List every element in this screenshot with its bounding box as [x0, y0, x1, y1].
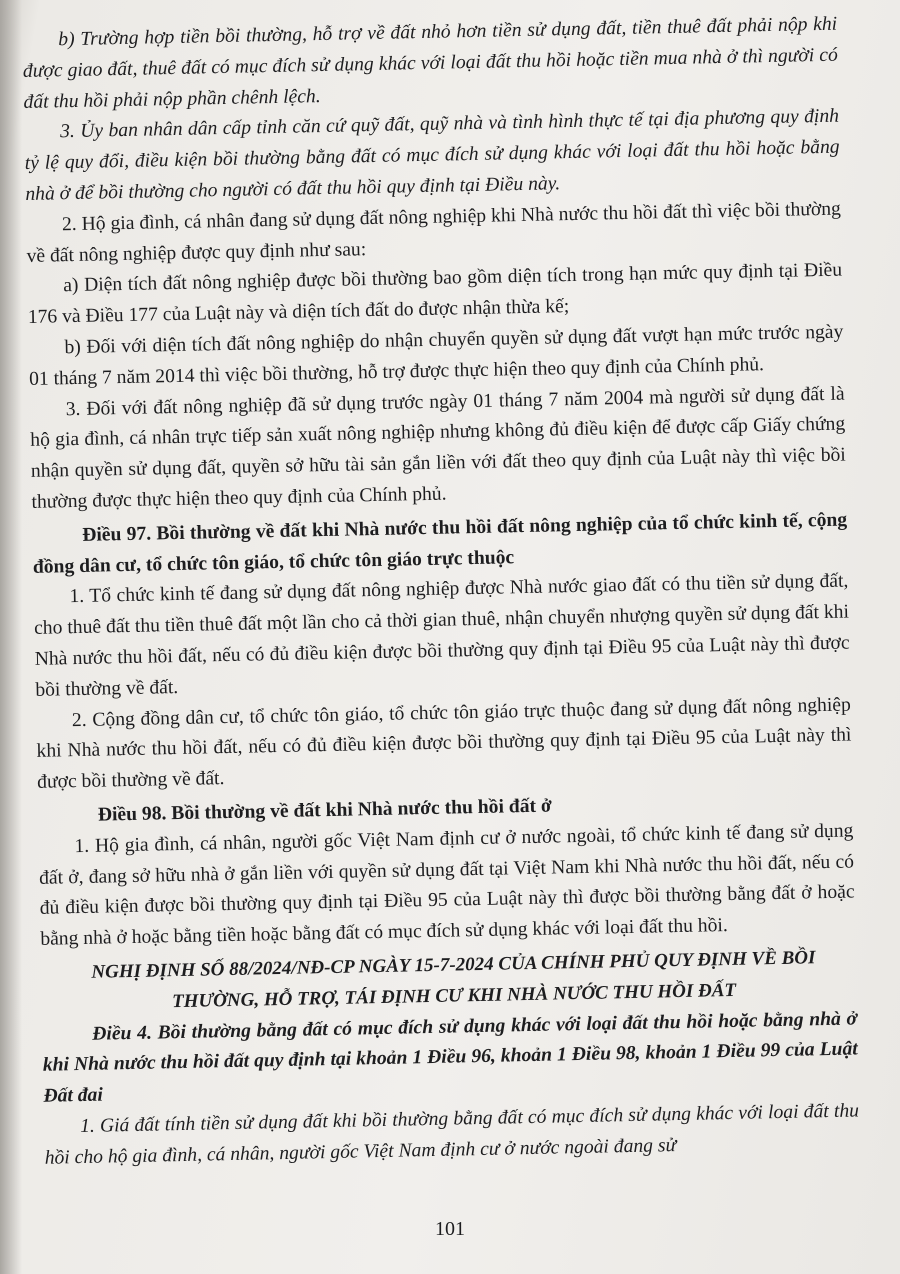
- page-body: [22, 10, 860, 1175]
- paragraph-3-provincial-ratio: 3. Ủy ban nhân dân cấp tỉnh căn cứ quỹ đất, quỹ nhà và tình hình thực tế tại địa phương quy định tỷ lệ quy đổi, điều kiện bồi thường bằng đất có mục đích sử dụng khác với loại đất thu hồi hoặc bằng nhà ở để bồi thường cho người có đất thu hồi quy định tại Điều này.: [24, 106, 840, 205]
- article-97-clause-2: 2. Cộng đồng dân cư, tổ chức tôn giáo, tổ chức tôn giáo trực thuộc đang sử dụng đất nông nghiệp khi Nhà nước thu hồi đất, nếu có đủ điều kiện được bồi thường quy định tại Điều 95 của Luật này thì được bồi thường về đất.: [36, 694, 852, 793]
- article-98-clause-1: 1. Hộ gia đình, cá nhân, người gốc Việt Nam định cư ở nước ngoài, tổ chức kinh tế đang sử dụng đất ở, đang sở hữu nhà ở gắn liền với quyền sử dụng đất tại Việt Nam khi Nhà nước thu hồi đất, nếu có đủ điều kiện được bồi thường quy định tại Điều 95 của Luật này thì được bồi thường bằng đất ở hoặc bằng nhà ở hoặc bằng tiền hoặc bằng đất có mục đích sử dụng khác với loại đất thu hồi.: [38, 820, 855, 950]
- decree-article-4-heading: Điều 4. Bồi thường bằng đất có mục đích sử dụng khác với loại đất thu hồi hoặc bằng nhà ở khi Nhà nước thu hồi đất quy định tại khoản 1 Điều 96, khoản 1 Điều 98, khoản 1 Điều 99 của Luật Đất đai: [42, 1007, 858, 1107]
- decree-title: NGHỊ ĐỊNH SỐ 88/2024/NĐ-CP NGÀY 15-7-2024 CỦA CHÍNH PHỦ QUY ĐỊNH VỀ BỒI THƯỜNG, HỖ TRỢ, TÁI ĐỊNH CƯ KHI NHÀ NƯỚC THU HỒI ĐẤT: [91, 947, 816, 1012]
- binding-shadow: [0, 0, 22, 1274]
- paragraph-b-compensation-difference: b) Trường hợp tiền bồi thường, hỗ trợ về đất nhỏ hơn tiền sử dụng đất, tiền thuê đất phải nộp khi được giao đất, thuê đất có mục đích sử dụng khác với loại đất thu hồi hoặc tiền mua nhà ở thì người có đất thu hồi phải nộp phần chênh lệch.: [22, 13, 838, 113]
- paragraph-b-exceed-quota: b) Đối với diện tích đất nông nghiệp do nhận chuyển quyền sử dụng đất vượt hạn mức trước ngày 01 tháng 7 năm 2014 thì việc bồi thường, hỗ trợ được thực hiện theo quy định của Chính phủ.: [28, 321, 844, 390]
- article-97-heading: Điều 97. Bồi thường về đất khi Nhà nước thu hồi đất nông nghiệp của tổ chức kinh tế, cộng đồng dân cư, tổ chức tôn giáo, tổ chức tôn giáo trực thuộc: [32, 509, 848, 578]
- decree-article-4-clause-1: 1. Giá đất tính tiền sử dụng đất khi bồi thường bằng đất có mục đích sử dụng khác với loại đất thu hồi cho hộ gia đình, cá nhân, người gốc Việt Nam định cư ở nước ngoài đang sử: [44, 1100, 860, 1169]
- paragraph-a-area: a) Diện tích đất nông nghiệp được bồi thường bao gồm diện tích trong hạn mức quy định tại Điều 176 và Điều 177 của Luật này và diện tích đất do được nhận thừa kế;: [27, 259, 843, 329]
- paragraph-3-before-2004: 3. Đối với đất nông nghiệp đã sử dụng trước ngày 01 tháng 7 năm 2004 mà người sử dụng đất là hộ gia đình, cá nhân trực tiếp sản xuất nông nghiệp nhưng không đủ điều kiện để được cấp Giấy chứng nhận quyền sử dụng đất, quyền sở hữu tài sản gắn liền với đất theo quy định của Luật này thì việc bồi thường được thực hiện theo quy định của Chính phủ.: [30, 383, 846, 513]
- article-98-heading: Điều 98. Bồi thường về đất khi Nhà nước thu hồi đất ở: [97, 795, 552, 826]
- paragraph-2-agricultural-land: 2. Hộ gia đình, cá nhân đang sử dụng đất nông nghiệp khi Nhà nước thu hồi đất thì việc bồi thường về đất nông nghiệp được quy định như sau:: [26, 198, 842, 267]
- page-number: 101: [435, 1218, 465, 1240]
- article-97-clause-1: 1. Tổ chức kinh tế đang sử dụng đất nông nghiệp được Nhà nước giao đất có thu tiền sử dụng đất, cho thuê đất thu tiền thuê đất một lần cho cả thời gian thuê, nhận chuyển nhượng quyền sử dụng đất khi Nhà nước thu hồi đất, nếu có đủ điều kiện được bồi thường quy định tại Điều 95 của Luật này thì được bồi thường về đất.: [33, 570, 850, 701]
